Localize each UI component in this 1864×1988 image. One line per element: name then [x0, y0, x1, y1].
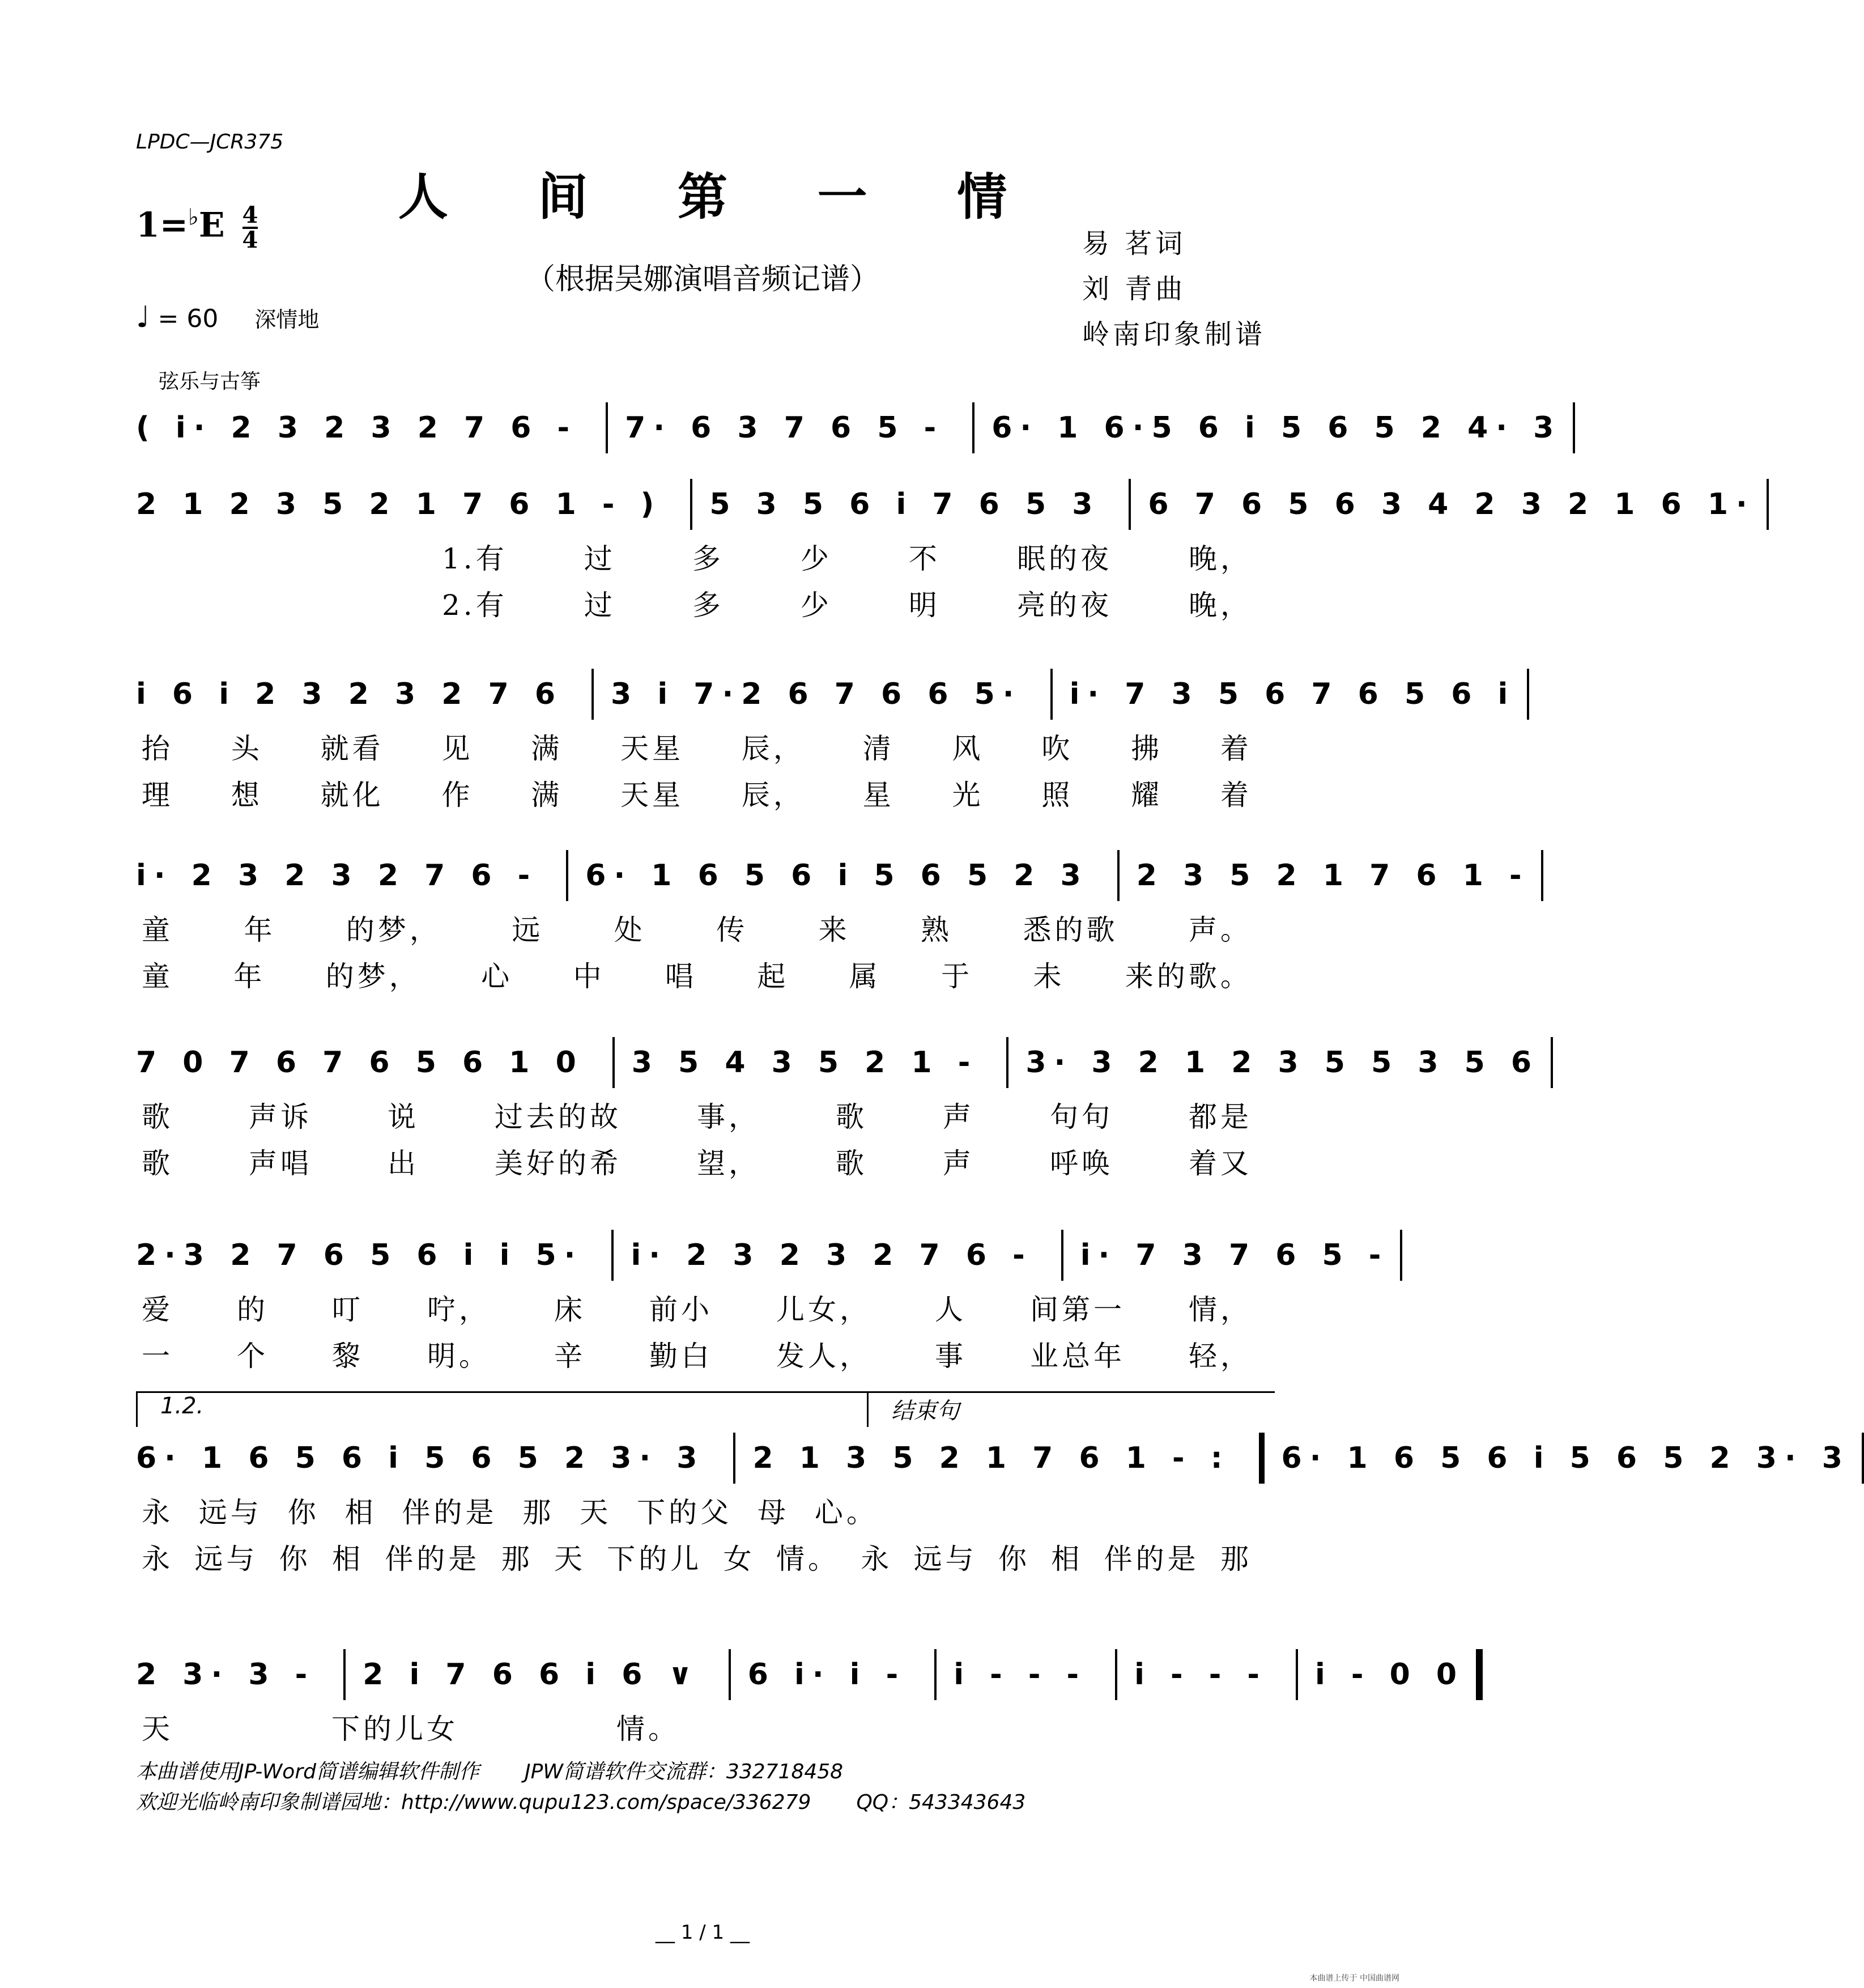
- lyric: 事: [935, 1340, 967, 1373]
- music-line: [136, 1643, 1465, 1706]
- lyric: 亮的夜: [1016, 589, 1112, 622]
- barline: [606, 402, 608, 453]
- lyric: 想: [231, 779, 263, 812]
- lyric: 多: [692, 589, 724, 622]
- measure: 6· 1 6 5 6 i 5 6 5 2 3· 3: [136, 1441, 705, 1475]
- lyric: 永: [142, 1496, 173, 1529]
- lyric: 出: [388, 1147, 419, 1180]
- lyric: 2.有: [442, 589, 508, 622]
- lyric: 年: [244, 914, 276, 946]
- barline: [733, 1433, 735, 1484]
- lyric: 相: [331, 1543, 364, 1575]
- barline: [729, 1649, 731, 1700]
- volta-brackets: [136, 1391, 1275, 1427]
- lyric: 母: [757, 1496, 789, 1529]
- lyric: 头: [231, 732, 263, 765]
- lyric-line-1: [136, 1094, 1275, 1140]
- footer-software: 本曲谱使用JP-Word简谱编辑软件制作: [136, 1760, 479, 1783]
- lyric: 叮: [332, 1293, 364, 1326]
- lyric: 吹: [1041, 732, 1074, 765]
- lyric: 相: [1051, 1543, 1083, 1575]
- lyric: 歌: [836, 1101, 867, 1133]
- lyric: 天星: [620, 732, 684, 765]
- lyric: 未: [1033, 960, 1065, 993]
- measure: 6· 1 6·5 6 i 5 6 5 2 4· 3: [991, 411, 1562, 445]
- barline: [1061, 1230, 1063, 1281]
- system-2: [136, 473, 1755, 628]
- barline: [1767, 479, 1769, 530]
- time-signature: [242, 204, 258, 252]
- barline: [1006, 1037, 1008, 1088]
- lyric: 远与: [198, 1496, 262, 1529]
- footer-website: 欢迎光临岭南印象制谱园地：http://www.qupu123.com/space/336279: [136, 1791, 811, 1814]
- measure: 6 i· i -: [747, 1658, 907, 1692]
- song-subtitle: （根据吴娜演唱音频记谱）: [525, 262, 879, 296]
- lyric: 抬: [142, 732, 173, 765]
- lyric: 年: [233, 960, 266, 993]
- lyric: 伴的是: [385, 1543, 480, 1575]
- lyric: 儿女，: [776, 1293, 871, 1326]
- lyric: 满: [531, 779, 563, 812]
- lyric: 星: [862, 779, 895, 812]
- system-7: [136, 1391, 1850, 1582]
- music-line: [136, 473, 1755, 536]
- system-6: [136, 1224, 1389, 1379]
- footer-info: [136, 1757, 1071, 1818]
- measure: 5 3 5 6 i 7 6 5 3: [709, 487, 1101, 521]
- lyric-line-1: [136, 1286, 1275, 1333]
- lyric: 那: [522, 1496, 555, 1529]
- lyric: 来: [818, 914, 850, 946]
- lyric: 一: [142, 1340, 173, 1373]
- lyric: 悉的歌: [1023, 914, 1118, 946]
- lyric: 风: [952, 732, 984, 765]
- barline: [1527, 669, 1529, 720]
- lyric: 过: [584, 589, 616, 622]
- lyric: 声唱: [249, 1147, 312, 1180]
- barline: [934, 1649, 937, 1700]
- key-signature: [136, 204, 258, 252]
- barline: [1400, 1230, 1402, 1281]
- barline: [566, 850, 568, 901]
- lyric: 光: [952, 779, 984, 812]
- lyric-line-1: [136, 725, 1275, 772]
- lyric: 那: [501, 1543, 533, 1575]
- lyric: 女: [723, 1543, 755, 1575]
- lyric: 心。: [814, 1496, 878, 1529]
- tempo-marking: [136, 300, 319, 334]
- lyric: 业总年: [1030, 1340, 1125, 1373]
- barline: [1117, 850, 1120, 901]
- lyric: 见: [441, 732, 474, 765]
- lyric-line-1: [136, 907, 1275, 953]
- system-5: [136, 1031, 1540, 1187]
- footer-group: JPW简谱软件交流群：332718458: [525, 1760, 844, 1783]
- system-4: [136, 844, 1530, 1000]
- measure: 2 3· 3 -: [136, 1658, 316, 1692]
- lyric: 个: [237, 1340, 269, 1373]
- lyric: 明: [908, 589, 940, 622]
- lyric: 辰，: [741, 732, 805, 765]
- lyric: 事，: [697, 1101, 760, 1133]
- measure: 7 0 7 6 7 6 5 6 1 0: [136, 1046, 584, 1080]
- lyric: 处: [614, 914, 646, 946]
- lyric: 就化: [320, 779, 384, 812]
- system-8: [136, 1643, 1465, 1752]
- lyric: 着: [1220, 732, 1252, 765]
- lyric: 起: [757, 960, 789, 993]
- lyric: 少: [800, 589, 832, 622]
- lyric: 传: [716, 914, 748, 946]
- lyric: 呼唤: [1050, 1147, 1113, 1180]
- barline: [611, 1230, 614, 1281]
- lyric: 歌: [836, 1147, 867, 1180]
- lyric: 天: [554, 1543, 586, 1575]
- lyric: 作: [441, 779, 474, 812]
- barline: [1115, 1649, 1117, 1700]
- lyric: 的梦，: [346, 914, 441, 946]
- music-line: [136, 844, 1530, 907]
- lyric: 辰，: [741, 779, 805, 812]
- flat-sign: ♭: [188, 204, 199, 231]
- lyric: 眠的夜: [1016, 542, 1112, 575]
- lyric: 着又: [1189, 1147, 1252, 1180]
- lyric: 声诉: [249, 1101, 312, 1133]
- barline: [1551, 1037, 1553, 1088]
- lyric: 远与: [913, 1543, 977, 1575]
- lyric: 黎: [332, 1340, 364, 1373]
- lyric: 过去的故: [495, 1101, 622, 1133]
- measure: i· 7 3 5 6 7 6 5 6 i: [1069, 677, 1516, 711]
- lyric: 满: [531, 732, 563, 765]
- lyric-line-2: [136, 953, 1275, 1000]
- lyric: 多: [692, 542, 724, 575]
- measure: 6· 1 6 5 6 i 5 6 5 2 3: [585, 859, 1089, 893]
- lyric: 心: [481, 960, 513, 993]
- measure: i - - -: [1134, 1658, 1267, 1692]
- lyric: 唱: [665, 960, 697, 993]
- music-line: [136, 1427, 1850, 1489]
- barline: [343, 1649, 346, 1700]
- time-denominator: 4: [242, 227, 258, 253]
- lyric: 的梦，: [325, 960, 421, 993]
- measure: 2 3 5 2 1 7 6 1 -: [1136, 859, 1530, 893]
- lyric: 就看: [320, 732, 384, 765]
- lyric: 你: [998, 1543, 1030, 1575]
- lyric: 辛: [554, 1340, 586, 1373]
- expression-mark: 深情地: [254, 307, 320, 332]
- lyric: 声: [943, 1101, 974, 1133]
- lyric: 伴的是: [1104, 1543, 1199, 1575]
- repeat-barline: [1259, 1433, 1265, 1484]
- lyric-line-2: [136, 1536, 1275, 1582]
- lyric: 晚，: [1189, 589, 1252, 622]
- lyric: 来的歌。: [1125, 960, 1252, 993]
- measure: 2 1 3 5 2 1 7 6 1 - :: [752, 1441, 1231, 1475]
- key-prefix: 1=: [136, 205, 189, 245]
- lyric: 的: [237, 1293, 269, 1326]
- quarter-note-icon: ♩: [136, 300, 150, 334]
- lyric: 理: [142, 779, 173, 812]
- lyric: 声。: [1188, 914, 1252, 946]
- barline: [1573, 402, 1575, 453]
- music-line: [136, 1224, 1389, 1286]
- barline: [972, 402, 974, 453]
- lyric-line-1: [136, 1706, 1275, 1752]
- barline: [1296, 1649, 1298, 1700]
- measure: i· 7 3 7 6 5 -: [1080, 1238, 1389, 1272]
- lyric-line-2: [136, 582, 1275, 628]
- lyric-line-1: [136, 536, 1275, 582]
- tempo-value: = 60: [158, 304, 219, 333]
- composer: 刘 青曲: [1082, 273, 1186, 305]
- lyric: 清: [862, 732, 895, 765]
- system-1: [136, 397, 1562, 459]
- key-letter: E: [198, 205, 225, 245]
- measure: 6 7 6 5 6 3 4 2 3 2 1 6 1·: [1148, 487, 1755, 521]
- lyric: 情，: [1189, 1293, 1252, 1326]
- measure: i - - -: [954, 1658, 1087, 1692]
- barline: [1050, 669, 1053, 720]
- barline: [1129, 479, 1131, 530]
- score-code: LPDC—JCR375: [136, 130, 284, 154]
- lyric-line-2: [136, 772, 1275, 818]
- measure: 2 i 7 6 6 i 6 ∨: [363, 1658, 700, 1692]
- lyric: 永: [861, 1543, 893, 1575]
- barline: [591, 669, 594, 720]
- lyric-line-1: [136, 1489, 1275, 1536]
- lyric: 着: [1220, 779, 1252, 812]
- lyric: 照: [1041, 779, 1074, 812]
- measure: 2 1 2 3 5 2 1 7 6 1 - ): [136, 487, 662, 521]
- lyric: 下的儿: [607, 1543, 703, 1575]
- lyric: 人: [935, 1293, 967, 1326]
- lyric: 远: [512, 914, 544, 946]
- lyric: 永: [142, 1543, 173, 1575]
- lyric: 于: [941, 960, 973, 993]
- lyric: 天: [142, 1713, 173, 1745]
- watermark: 本曲谱上传于 中国曲谱网: [1309, 1974, 1399, 1983]
- lyric: 天: [580, 1496, 612, 1529]
- measure: 3 5 4 3 5 2 1 -: [631, 1046, 978, 1080]
- volta-first-ending: 1.2.: [136, 1393, 853, 1427]
- lyric: 拂: [1131, 732, 1163, 765]
- lyric: 晚，: [1189, 542, 1252, 575]
- lyric: 声: [943, 1147, 974, 1180]
- credits: [1082, 221, 1266, 357]
- lyric: 间第一: [1030, 1293, 1125, 1326]
- footer-qq: QQ：543343643: [856, 1791, 1026, 1814]
- lyric: 歌: [142, 1147, 173, 1180]
- time-numerator: 4: [242, 202, 258, 228]
- instrument-label: 弦乐与古筝: [159, 370, 261, 393]
- music-line: [136, 1031, 1540, 1094]
- lyric: 句句: [1050, 1101, 1113, 1133]
- lyric: 属: [849, 960, 881, 993]
- lyric: 歌: [142, 1101, 173, 1133]
- lyricist: 易 茗词: [1082, 228, 1186, 260]
- barline: [1541, 850, 1543, 901]
- measure: 7· 6 3 7 6 5 -: [625, 411, 944, 445]
- lyric-line-2: [136, 1140, 1275, 1187]
- lyric: 耀: [1131, 779, 1163, 812]
- lyric: 望，: [697, 1147, 760, 1180]
- lyric: 情。: [776, 1543, 840, 1575]
- lyric: 美好的希: [495, 1147, 622, 1180]
- lyric: 伴的是: [402, 1496, 497, 1529]
- lyric: 前小: [649, 1293, 713, 1326]
- lyric: 天星: [620, 779, 684, 812]
- lyric: 下的儿女: [331, 1713, 458, 1745]
- barline: [612, 1037, 615, 1088]
- lyric: 情。: [616, 1713, 680, 1745]
- lyric: 那: [1220, 1543, 1252, 1575]
- lyric: 过: [584, 542, 616, 575]
- lyric: 咛，: [427, 1293, 491, 1326]
- lyric: 爱: [142, 1293, 173, 1326]
- lyric: 中: [573, 960, 605, 993]
- measure: 6· 1 6 5 6 i 5 6 5 2 3· 3: [1281, 1441, 1850, 1475]
- page-number: __ 1 / 1 __: [656, 1921, 750, 1944]
- lyric: 童: [142, 960, 173, 993]
- measure: 3· 3 2 1 2 3 5 5 3 5 6: [1025, 1046, 1540, 1080]
- lyric: 你: [287, 1496, 320, 1529]
- lyric: 发人，: [776, 1340, 871, 1373]
- system-3: [136, 663, 1516, 818]
- lyric: 勤白: [649, 1340, 713, 1373]
- lyric: 少: [800, 542, 832, 575]
- measure: i· 2 3 2 3 2 7 6 -: [136, 859, 538, 893]
- song-title: 人 间 第 一 情: [398, 167, 1044, 226]
- barline: [1862, 1433, 1864, 1484]
- lyric: 轻，: [1189, 1340, 1252, 1373]
- final-barline: [1476, 1649, 1483, 1700]
- measure: i 6 i 2 3 2 3 2 7 6: [136, 677, 564, 711]
- lyric: 床: [554, 1293, 586, 1326]
- lyric: 都是: [1189, 1101, 1252, 1133]
- lyric: 下的父: [637, 1496, 733, 1529]
- measure: 3 i 7·2 6 7 6 6 5·: [611, 677, 1022, 711]
- lyric: 说: [388, 1101, 419, 1133]
- lyric: 相: [344, 1496, 377, 1529]
- lyric: 1.有: [442, 542, 508, 575]
- barline: [690, 479, 692, 530]
- measure: i - 0 0: [1314, 1658, 1465, 1692]
- lyric: 童: [142, 914, 173, 946]
- music-line: [136, 397, 1562, 459]
- lyric: 明。: [427, 1340, 491, 1373]
- lyric-line-2: [136, 1333, 1275, 1379]
- measure: 2·3 2 7 6 5 6 i i 5·: [136, 1238, 584, 1272]
- measure: ( i· 2 3 2 3 2 7 6 -: [136, 411, 578, 445]
- measure: i· 2 3 2 3 2 7 6 -: [631, 1238, 1033, 1272]
- lyric: 远与: [194, 1543, 258, 1575]
- lyric: 不: [908, 542, 940, 575]
- arranger: 岭南印象制谱: [1082, 318, 1266, 350]
- volta-coda: 结束句: [867, 1393, 1275, 1427]
- music-line: [136, 663, 1516, 725]
- lyric: 熟: [921, 914, 953, 946]
- lyric: 你: [279, 1543, 311, 1575]
